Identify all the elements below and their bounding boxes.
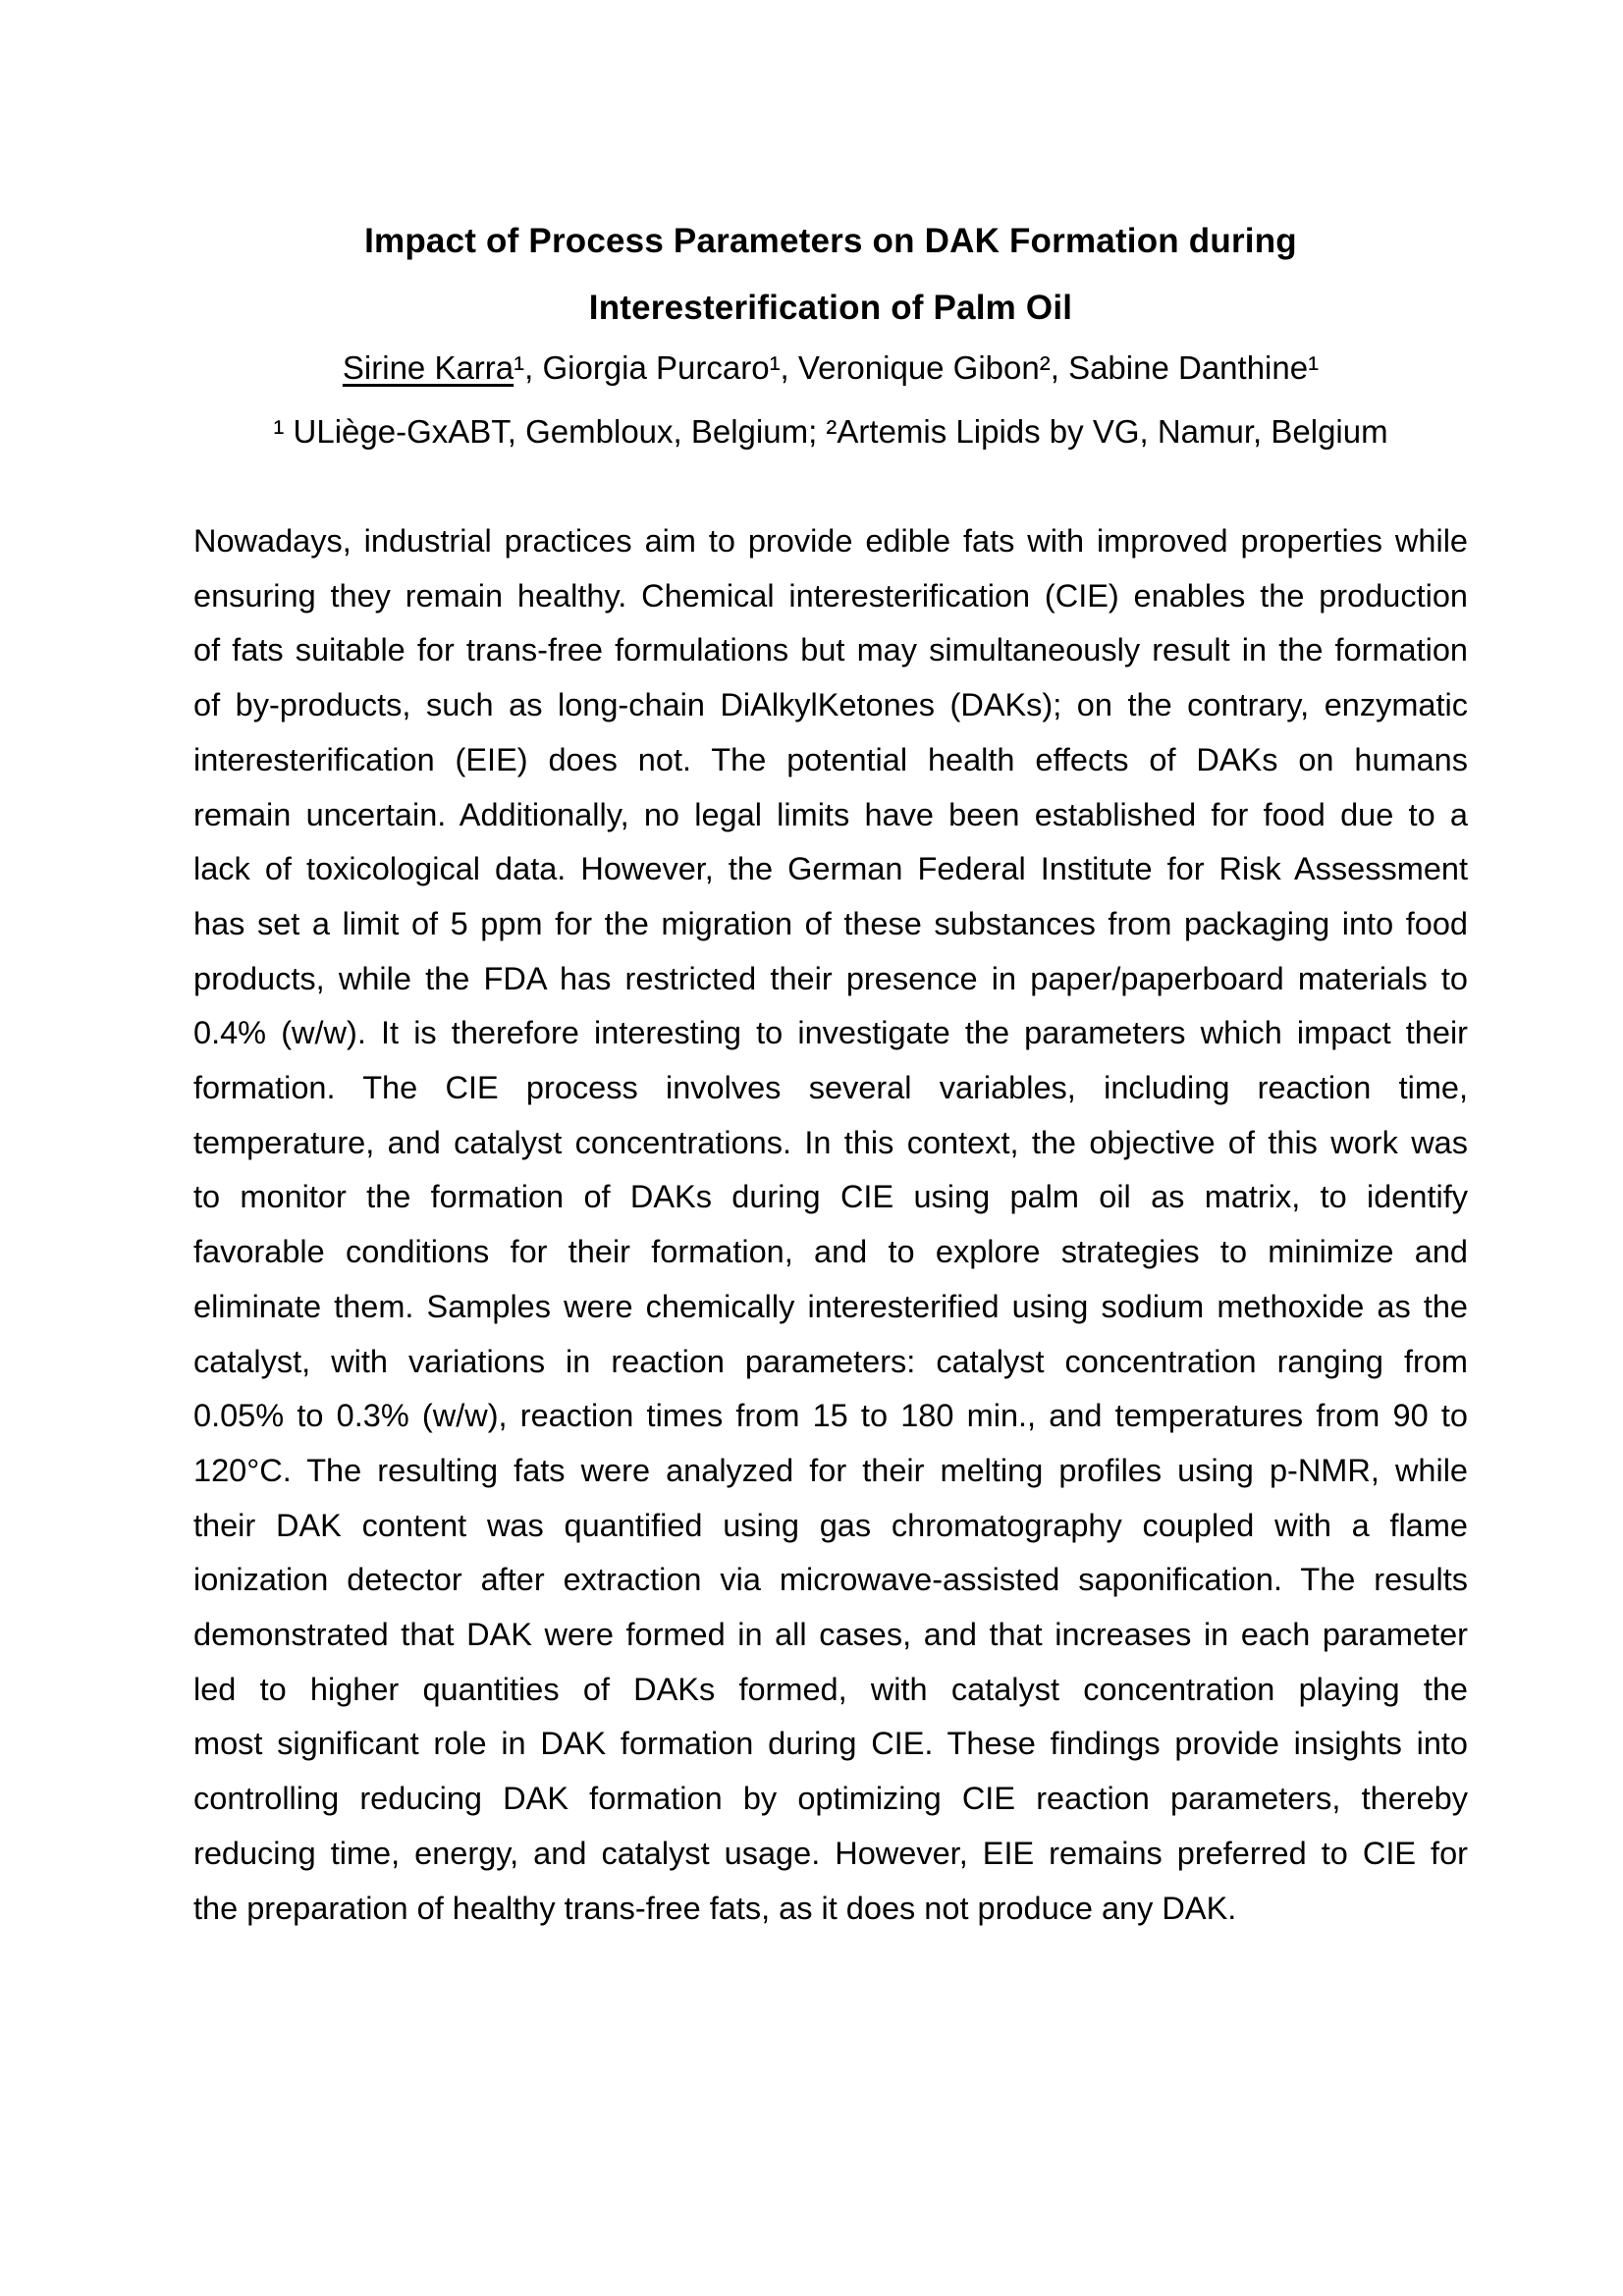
abstract-line: demonstrated that DAK were formed in all cases, and that increases in each parameter (193, 1617, 1468, 1653)
abstract-line: led to higher quantities of DAKs formed, with catalyst concentration playing the (193, 1671, 1468, 1707)
author-line-rest: ¹, Giorgia Purcaro¹, Veronique Gibon², Sabine Danthine¹ (514, 349, 1320, 386)
abstract-line: their DAK content was quantified using gas chromatography coupled with a flame (193, 1507, 1468, 1543)
abstract-line: interesterification (EIE) does not. The potential health effects of DAKs on humans (193, 741, 1468, 777)
abstract-line: Nowadays, industrial practices aim to provide edible fats with improved properties while (193, 523, 1468, 559)
abstract-line: the preparation of healthy trans-free fats, as it does not produce any DAK. (193, 1890, 1237, 1926)
author-name-presenting: Sirine Karra (342, 349, 514, 386)
abstract-line: 0.4% (w/w). It is therefore interesting to investigate the parameters which impact their (193, 1015, 1468, 1051)
abstract-line: 120°C. The resulting fats were analyzed for their melting profiles using p-NMR, while (193, 1452, 1468, 1488)
abstract-line: ensuring they remain healthy. Chemical interesterification (CIE) enables the production (193, 577, 1468, 614)
abstract-line: ionization detector after extraction via microwave-assisted saponification. The results (193, 1562, 1468, 1598)
author-line (193, 345, 1468, 392)
abstract-line: remain uncertain. Additionally, no legal limits have been established for food due to a (193, 796, 1468, 832)
abstract-line: has set a limit of 5 ppm for the migration of these substances from packaging into food (193, 905, 1468, 941)
abstract-line: products, while the FDA has restricted their presence in paper/paperboard materials to (193, 960, 1468, 996)
abstract-line: of by-products, such as long-chain DiAlkylKetones (DAKs); on the contrary, enzymatic (193, 687, 1468, 723)
abstract-line: of fats suitable for trans-free formulations but may simultaneously result in the formation (193, 632, 1468, 668)
abstract-line: lack of toxicological data. However, the German Federal Institute for Risk Assessment (193, 851, 1468, 887)
abstract-line: formation. The CIE process involves several variables, including reaction time, (193, 1070, 1468, 1106)
affiliation-line: ¹ ULiège-GxABT, Gembloux, Belgium; ²Artemis Lipids by VG, Namur, Belgium (273, 413, 1388, 450)
abstract-line: 0.05% to 0.3% (w/w), reaction times from 15 to 180 min., and temperatures from 90 to (193, 1398, 1468, 1434)
abstract-line: to monitor the formation of DAKs during CIE using palm oil as matrix, to identify (193, 1179, 1468, 1215)
abstract-line: temperature, and catalyst concentrations. In this context, the objective of this work was (193, 1124, 1468, 1160)
abstract-paragraph (193, 514, 1468, 1936)
abstract-line: catalyst, with variations in reaction parameters: catalyst concentration ranging from (193, 1343, 1468, 1379)
title-line-1: Impact of Process Parameters on DAK Formation during (364, 222, 1297, 260)
abstract-line: controlling reducing DAK formation by optimizing CIE reaction parameters, thereby (193, 1781, 1468, 1817)
abstract-line: favorable conditions for their formation, and to explore strategies to minimize and (193, 1234, 1468, 1270)
abstract-line: most significant role in DAK formation during CIE. These findings provide insights into (193, 1726, 1468, 1762)
abstract-line: eliminate them. Samples were chemically interesterified using sodium methoxide as the (193, 1288, 1468, 1324)
title-line-2: Interesterification of Palm Oil (588, 289, 1073, 327)
page-title (193, 208, 1468, 342)
abstract-line: reducing time, energy, and catalyst usage. However, EIE remains preferred to CIE for (193, 1835, 1468, 1871)
